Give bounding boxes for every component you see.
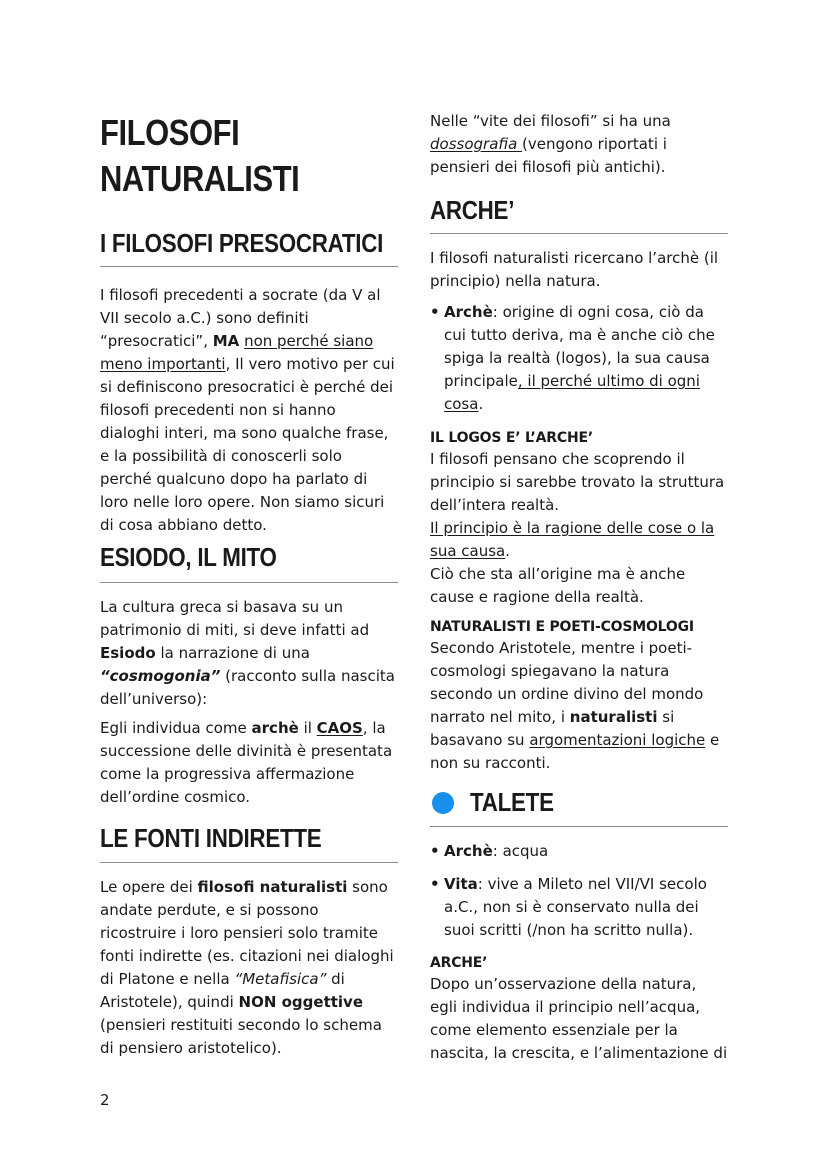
- paragraph-logos: I filosofi pensano che scoprendo il principio si sarebbe trovato la struttura dell’intera realtà. Il principio è la ragione delle cose o la sua causa. Ciò che sta all’origine ma è anche cause e ragione della realtà.: [430, 450, 725, 606]
- bullet-icon: •: [430, 842, 440, 860]
- paragraph-naturalisti: Secondo Aristotele, mentre i poeti- cosmologi spiegavano la natura secondo un ordine divino del mondo narrato nel mito, i naturalisti si basavano su argomentazioni logiche e non su racconti.: [430, 639, 720, 772]
- heading-arche-talete: ARCHE’: [430, 955, 488, 971]
- title-line-1: FILOSOFI: [100, 112, 240, 153]
- heading-naturalisti: NATURALISTI E POETI-COSMOLOGI: [430, 619, 694, 635]
- heading-arche: ARCHE’: [430, 195, 515, 225]
- paragraph-arche: I filosofi naturalisti ricercano l’archè (il principio) nella natura.: [430, 249, 719, 290]
- blue-dot-icon: [432, 792, 454, 814]
- divider: [430, 233, 728, 234]
- divider: [430, 826, 728, 827]
- paragraph-presocratici: I filosofi precedenti a socrate (da V al VII secolo a.C.) sono definiti “presocratici”, MA non perché siano meno importanti, Il vero motivo per cui si definiscono presocratici è perché dei filosofi precedenti non si hanno dialoghi interi, ma sono qualche frase, e la possibilità di conoscerli solo perché qualcuno dopo ha parlato di loro nelle loro opere. Non siamo sicuri di cosa abbiano detto.: [100, 286, 395, 534]
- paragraph-fonti: Le opere dei filosofi naturalisti sono andate perdute, e si possono ricostruire i loro pensieri solo tramite fonti indirette (es. citazioni nei dialoghi di Platone e nella “Metafisica” di Aristotele), quindi NON oggettive (pensieri restituiti secondo lo schema di pensiero aristotelico).: [100, 878, 394, 1057]
- paragraph-caos: Egli individua come archè il CAOS, la successione delle divinità è presentata come la progressiva affermazione dell’ordine cosmico.: [100, 719, 393, 806]
- page-number: 2: [100, 1091, 110, 1109]
- bullet-icon: •: [430, 303, 440, 321]
- page-title: [100, 110, 299, 202]
- paragraph-talete: Dopo un’osservazione della natura, egli individua il principio nell’acqua, come elemento essenziale per la nascita, la crescita, e l’alimentazione di: [430, 975, 728, 1062]
- paragraph-dossografia: Nelle “vite dei filosofi” si ha una dossografia (vengono riportati i pensieri dei filosofi più antichi).: [430, 112, 671, 176]
- bullet-icon: •: [430, 875, 440, 893]
- heading-esiodo: ESIODO, IL MITO: [100, 542, 277, 572]
- divider: [100, 582, 398, 583]
- heading-logos: IL LOGOS E’ L’ARCHE’: [430, 430, 593, 446]
- paragraph-esiodo: La cultura greca si basava su un patrimonio di miti, si deve infatti ad Esiodo la narrazione di una “cosmogonia” (racconto sulla nascita dell’universo):: [100, 598, 395, 708]
- divider: [100, 266, 398, 267]
- divider: [100, 862, 398, 863]
- title-line-2: NATURALISTI: [100, 158, 300, 199]
- heading-fonti: LE FONTI INDIRETTE: [100, 823, 322, 853]
- heading-presocratici: I FILOSOFI PRESOCRATICI: [100, 228, 384, 258]
- heading-talete: TALETE: [470, 787, 554, 817]
